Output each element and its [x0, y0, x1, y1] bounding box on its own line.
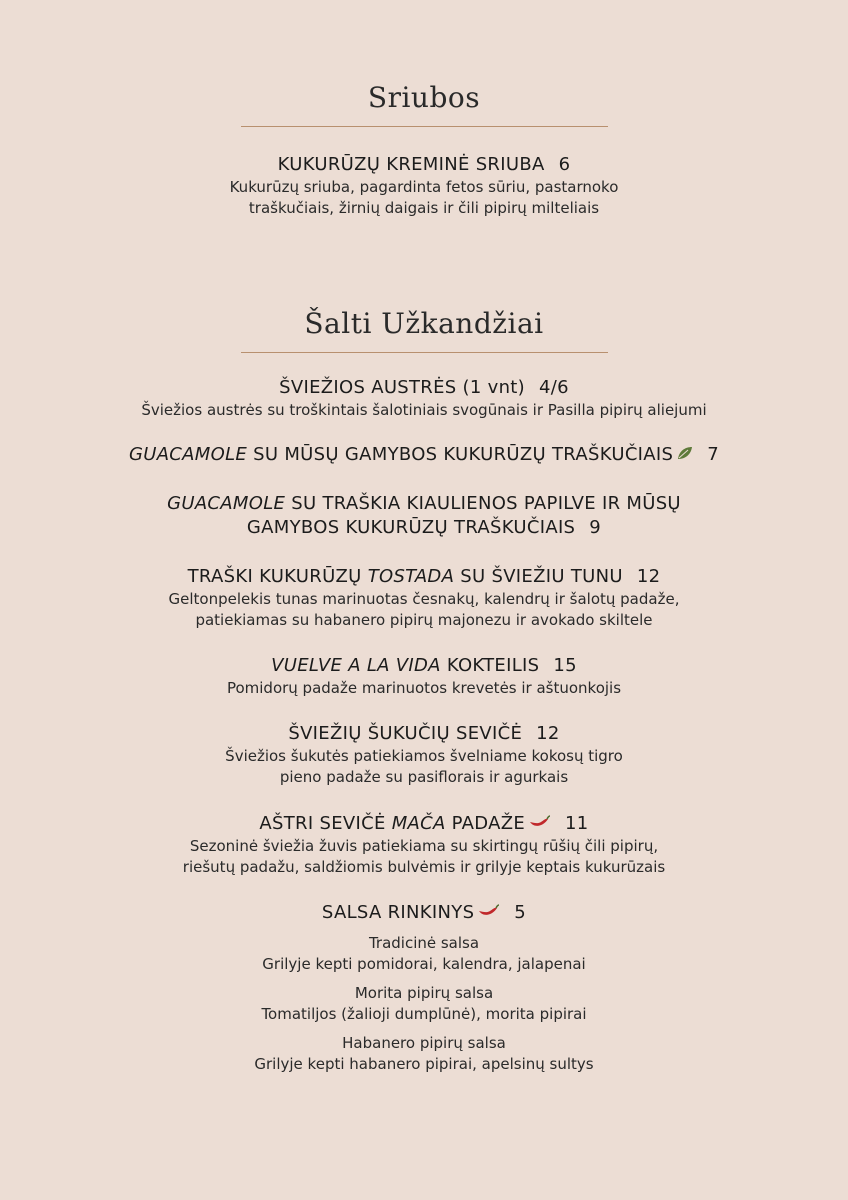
- salsa-title: Morita pipirų salsa: [354, 984, 494, 1002]
- dish-title: SU TRAŠKIA KIAULIENOS PAPILVE IR MŪSŲ: [291, 493, 681, 514]
- section-divider: [241, 352, 608, 353]
- dish-price: 4/6: [538, 377, 569, 398]
- dish-name: [0, 153, 848, 177]
- dish-description: Kukurūzų sriuba, pagardinta fetos sūriu, pastarnoko: [229, 178, 619, 196]
- dish-name: [0, 516, 848, 540]
- dish-price: 11: [565, 813, 589, 834]
- dish-description: Geltonpelekis tunas marinuotas česnakų, kalendrų ir šalotų padaže,: [168, 590, 680, 608]
- dish-price: 7: [707, 444, 720, 465]
- menu-item-guacamole: [0, 443, 848, 467]
- dish-description: Sezoninė šviežia žuvis patiekiama su skirtingų rūšių čili pipirų,: [189, 837, 659, 855]
- dish-description: patiekiamas su habanero pipirų majonezu ir avokado skiltele: [195, 611, 653, 629]
- salsa-title: Tradicinė salsa: [368, 934, 480, 952]
- salsa-option: [0, 1033, 848, 1075]
- leaf-icon: [677, 443, 693, 467]
- dish-title: ŠVIEŽIOS AUSTRĖS (1 vnt): [279, 377, 525, 398]
- section-divider: [241, 126, 608, 127]
- section-title-salti-uzkandziai: Šalti Užkandžiai: [304, 307, 544, 340]
- salsa-title: Habanero pipirų salsa: [342, 1034, 506, 1052]
- salsa-description: Grilyje kepti pomidorai, kalendra, jalapenai: [262, 955, 586, 973]
- dish-price: 6: [558, 154, 571, 175]
- dish-description: Šviežios austrės su troškintais šalotiniais svogūnais ir Pasilla pipirų aliejumi: [141, 401, 707, 419]
- menu-item-vuelve-a-la-vida: [0, 654, 848, 699]
- dish-title-italic: GUACAMOLE: [167, 493, 286, 514]
- dish-name: [0, 443, 848, 467]
- dish-name: [0, 492, 848, 516]
- dish-description: Pomidorų padaže marinuotos krevetės ir aštuonkojis: [226, 679, 622, 697]
- dish-title: AŠTRI SEVIČĖ: [259, 813, 386, 834]
- menu-item-austres: [0, 376, 848, 421]
- dish-name: [0, 901, 848, 925]
- dish-title-italic: MAČA: [391, 813, 446, 834]
- dish-name: [0, 722, 848, 746]
- dish-price: 12: [636, 566, 661, 587]
- dish-description: Šviežios šukutės patiekiamos švelniame kokosų tigro: [225, 747, 623, 765]
- dish-title-italic: VUELVE A LA VIDA: [271, 655, 441, 676]
- dish-title: SALSA RINKINYS: [321, 902, 475, 923]
- dish-title: PADAŽE: [451, 813, 526, 834]
- salsa-description: Grilyje kepti habanero pipirai, apelsinų sultys: [254, 1055, 594, 1073]
- dish-price: 5: [514, 902, 527, 923]
- salsa-option: [0, 933, 848, 975]
- dish-name: [0, 376, 848, 400]
- dish-title-italic: TOSTADA: [367, 566, 455, 587]
- salsa-description: Tomatiljos (žalioji dumplūnė), morita pipirai: [261, 1005, 587, 1023]
- salsa-option: [0, 983, 848, 1025]
- menu-item-kremine-sriuba: [0, 153, 848, 219]
- menu-item-salsa-rinkinys: [0, 901, 848, 1075]
- dish-title: GAMYBOS KUKURŪZŲ TRAŠKUČIAIS: [246, 517, 576, 538]
- section-title-sriubos: Sriubos: [367, 81, 481, 114]
- menu-item-guacamole-papilve: [0, 492, 848, 540]
- dish-name: [0, 812, 848, 836]
- dish-description: riešutų padažu, saldžiomis bulvėmis ir grilyje keptais kukurūzais: [182, 858, 666, 876]
- menu-item-sukuciu-sevice: [0, 722, 848, 788]
- dish-name: [0, 654, 848, 678]
- dish-title-italic: GUACAMOLE: [128, 444, 248, 465]
- menu-item-tostada: [0, 565, 848, 631]
- dish-price: 9: [589, 517, 602, 538]
- dish-title: KUKURŪZŲ KREMINĖ SRIUBA: [277, 154, 545, 175]
- dish-description: traškučiais, žirnių daigais ir čili pipirų milteliais: [248, 199, 600, 217]
- dish-title: TRAŠKI KUKURŪZŲ: [187, 566, 362, 587]
- dish-title: SU ŠVIEŽIU TUNU: [460, 566, 623, 587]
- chili-icon: [478, 901, 500, 925]
- dish-name: [0, 565, 848, 589]
- dish-price: 12: [536, 723, 560, 744]
- menu-item-astri-sevice: [0, 812, 848, 878]
- dish-title: SU MŪSŲ GAMYBOS KUKURŪZŲ TRAŠKUČIAIS: [253, 444, 674, 465]
- dish-title: ŠVIEŽIŲ ŠUKUČIŲ SEVIČĖ: [288, 723, 523, 744]
- dish-description: pieno padaže su pasiflorais ir agurkais: [279, 768, 569, 786]
- chili-icon: [529, 812, 551, 836]
- dish-title: KOKTEILIS: [446, 655, 540, 676]
- dish-price: 15: [553, 655, 577, 676]
